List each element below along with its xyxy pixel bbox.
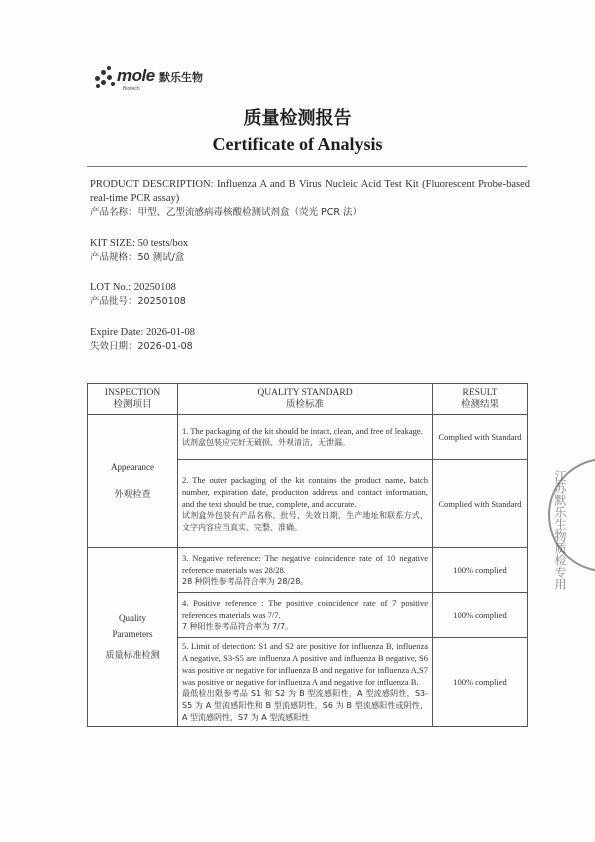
kit-size-cn: 产品规格：50 测试/盒	[90, 252, 185, 263]
header-inspection-en: INSPECTION	[104, 388, 161, 398]
standard-en: 5. Limit of detection: S1 and S2 are positive for influenza B, influenza A negative, S3-S5 are influenza A positive and influenza B negative, S6 was positive or negative for influenza B and negative for influenza A,S7 was positive or negative for influenza A and negative for influenza B.	[182, 641, 428, 687]
result-cell: 100% complied	[433, 548, 528, 593]
header-result-cn: 检测结果	[460, 399, 499, 410]
standard-cell	[178, 548, 433, 593]
header-standard-cn: 质检标准	[285, 399, 324, 410]
standard-en: 3. Negative reference: The negative coincidence rate of 10 negative reference materials was 28/28.	[182, 553, 428, 575]
standard-cn: 试剂盒外包装有产品名称、批号、失效日期、生产地址和联系方式，文字内容应当真实、完整、准确。	[182, 510, 428, 532]
header-standard-en: QUALITY STANDARD	[257, 388, 353, 398]
table-row	[88, 415, 528, 460]
standard-en: 4. Positive reference : The positive coincidence rate of 7 positive references materials was 7/7.	[182, 598, 428, 620]
company-logo	[93, 62, 223, 100]
result-cell: 100% complied	[433, 638, 528, 727]
header-result-en: RESULT	[462, 388, 498, 398]
table-header-row	[88, 384, 528, 415]
lot-number-en: LOT No.: 20250108	[90, 282, 176, 293]
product-description	[90, 178, 530, 220]
category-quality-cn: 质量标准检测	[105, 651, 160, 661]
category-appearance-en: Appearance	[111, 462, 154, 472]
expire-date-en: Expire Date: 2026-01-08	[90, 327, 195, 338]
category-appearance	[88, 415, 178, 548]
standard-cn: 最低检出限参考品 S1 和 S2 为 B 型流感阳性，A 型流感阴性，S3-S5 为 A 型流感阳性和 B 型流感阴性，S6 为 B 型流感阳性或阴性，A 型流感阴性，S7 为 A 型流感阳性	[182, 689, 428, 722]
quality-table	[87, 383, 528, 727]
qa-stamp-text: 江苏默乐生物质检专用	[553, 470, 567, 590]
header-standard	[178, 384, 433, 415]
kit-size-en: KIT SIZE: 50 tests/box	[90, 238, 189, 249]
standard-cell	[178, 460, 433, 548]
standard-cell	[178, 415, 433, 460]
brand-name-cn: 默乐生物	[159, 71, 203, 84]
standard-en: 1. The packaging of the kit should be intact, clean, and free of leakage.	[182, 426, 423, 436]
result-cell: Complied with Standard	[433, 415, 528, 460]
header-inspection-cn: 检测项目	[113, 399, 152, 410]
product-description-cn: 产品名称：甲型、乙型流感病毒核酸检测试剂盒（荧光 PCR 法）	[90, 207, 363, 218]
lot-number	[90, 281, 186, 309]
expire-date	[90, 326, 195, 354]
standard-cell	[178, 638, 433, 727]
page-title-en: Certificate of Analysis	[212, 134, 383, 154]
header-inspection	[88, 384, 178, 415]
brand-name: mole	[117, 66, 155, 85]
page-title-cn: 质量检测报告	[243, 108, 352, 129]
standard-cn: 28 种阴性参考品符合率为 28/28。	[182, 577, 309, 586]
standard-cn: 7 种阳性参考品符合率为 7/7。	[182, 622, 294, 631]
lot-number-cn: 产品批号：20250108	[90, 296, 186, 307]
category-quality-en1: Quality	[119, 613, 146, 623]
category-quality	[88, 548, 178, 727]
result-cell: 100% complied	[433, 593, 528, 638]
result-cell: Complied with Standard	[433, 460, 528, 548]
header-result	[433, 384, 528, 415]
standard-cn: 试剂盒包装应完好无破损、外观清洁，无泄漏。	[182, 438, 350, 447]
product-description-en: PRODUCT DESCRIPTION: Influenza A and B Virus Nucleic Acid Test Kit (Fluorescent Probe-based real-time PCR assay)	[90, 179, 530, 204]
standard-en: 2. The outer packaging of the kit contains the product name, batch number, expiration date, production address and contact information, and the text should be true, complete, and accurate.	[182, 474, 428, 509]
logo-dots-icon	[93, 64, 119, 90]
category-appearance-cn: 外观检查	[114, 490, 151, 500]
table-row	[88, 548, 528, 593]
category-quality-en2: Parameters	[112, 629, 153, 639]
brand-subtitle: Biotech	[123, 86, 140, 92]
expire-date-cn: 失效日期：2026-01-08	[90, 341, 193, 352]
kit-size	[90, 237, 188, 265]
title-divider	[87, 166, 527, 167]
standard-cell	[178, 593, 433, 638]
